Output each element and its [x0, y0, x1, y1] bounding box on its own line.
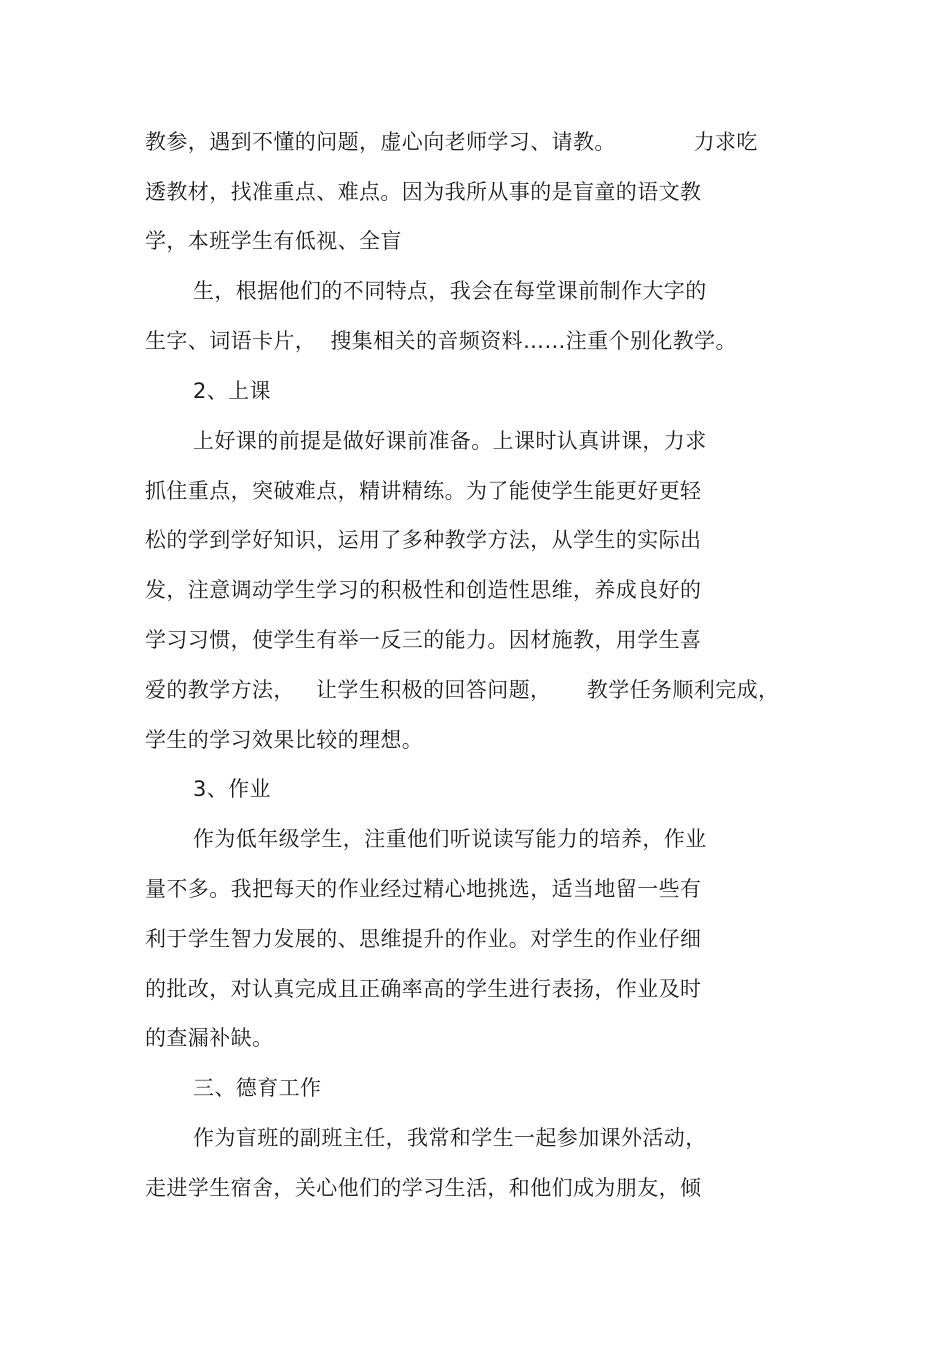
text-line: 利于学生智力发展的、思维提升的作业。对学生的作业仔细	[145, 927, 702, 951]
text-line: 学习习惯，使学生有举一反三的能力。因材施教，用学生喜	[145, 628, 702, 652]
text-line: 学，本班学生有低视、全盲	[145, 229, 402, 253]
text-line: 作为盲班的副班主任，我常和学生一起参加课外活动，	[193, 1126, 707, 1150]
text-line: 量不多。我把每天的作业经过精心地挑选，适当地留一些有	[145, 877, 702, 901]
text-line: 松的学到学好知识，运用了多种教学方法，从学生的实际出	[145, 528, 702, 552]
text-line: 作为低年级学生，注重他们听说读写能力的培养，作业	[193, 827, 707, 851]
text-line: 教参，遇到不懂的问题，虚心向老师学习、请教。 力求吃	[145, 130, 758, 154]
text-line: 生，根据他们的不同特点，我会在每堂课前制作大字的	[193, 279, 707, 303]
text-line: 走进学生宿舍，关心他们的学习生活，和他们成为朋友，倾	[145, 1176, 702, 1200]
section-heading: 3、作业	[193, 777, 271, 801]
text-line: 爱的教学方法， 让学生积极的回答问题， 教学任务顺利完成，	[145, 678, 780, 702]
text-line: 的查漏补缺。	[145, 1026, 274, 1050]
text-line: 抓住重点，突破难点，精讲精练。为了能使学生能更好更轻	[145, 479, 702, 503]
text-line: 上好课的前提是做好课前准备。上课时认真讲课，力求	[193, 429, 707, 453]
text-line: 发，注意调动学生学习的积极性和创造性思维，养成良好的	[145, 578, 702, 602]
text-line: 透教材，找准重点、难点。因为我所从事的是盲童的语文教	[145, 180, 702, 204]
text-line: 学生的学习效果比较的理想。	[145, 728, 424, 752]
text-line: 生字、词语卡片， 搜集相关的音频资料……注重个别化教学。	[145, 329, 737, 353]
text-line: 的批改，对认真完成且正确率高的学生进行表扬，作业及时	[145, 977, 702, 1001]
section-heading: 2、上课	[193, 379, 271, 403]
section-heading: 三、德育工作	[193, 1076, 322, 1100]
